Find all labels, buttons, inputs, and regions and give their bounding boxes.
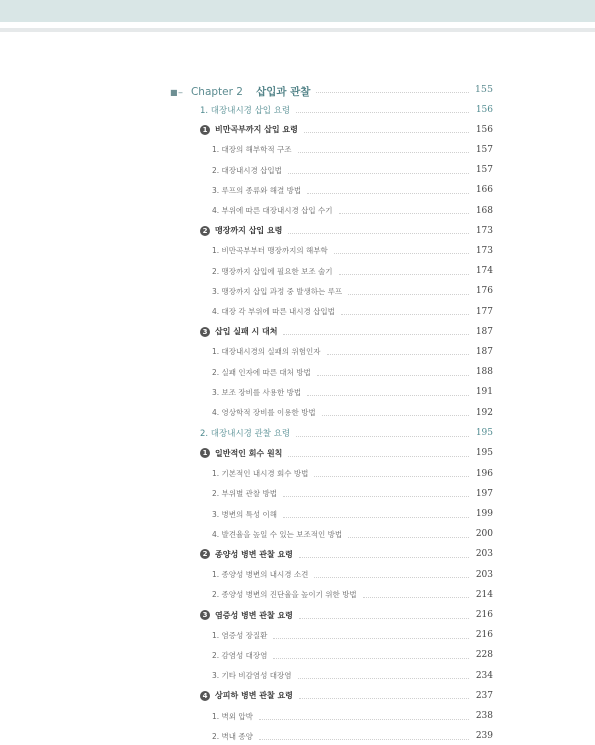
toc-page-number: 195 — [475, 448, 493, 459]
toc-item — [170, 242, 493, 260]
toc-item — [170, 383, 493, 401]
toc-item — [170, 505, 493, 523]
toc-page-number: 200 — [475, 529, 493, 540]
chapter-page: 155 — [474, 83, 493, 95]
toc-entry-text: 2. 대장내시경 삽입법 — [212, 165, 282, 175]
toc-item — [170, 646, 493, 664]
toc-entry-label — [212, 185, 301, 196]
toc-entry-text: 4. 영상학적 장비를 이용한 방법 — [212, 408, 316, 417]
toc-page-number: 157 — [475, 165, 493, 176]
toc-entry-label — [200, 326, 277, 337]
toc-entry-text: 비만곡부까지 삽입 요령 — [215, 125, 298, 135]
toc-item — [170, 181, 493, 199]
toc-page-number: 176 — [475, 286, 493, 297]
leader-dots — [273, 658, 469, 659]
toc-page-number: 188 — [475, 367, 493, 378]
leader-dots — [288, 456, 469, 457]
number-badge-icon: 1 — [200, 125, 210, 135]
toc-entry-text: 1. 대장의 해부학적 구조 — [212, 145, 292, 155]
toc-section — [170, 101, 493, 119]
toc-subsection — [170, 687, 493, 705]
toc-entry-label — [212, 529, 342, 540]
toc-entry-text: 1. 대장내시경의 실패의 위험인자 — [212, 347, 321, 357]
toc-page-number: 199 — [475, 509, 493, 519]
leader-dots — [327, 354, 470, 355]
leader-dots — [348, 537, 469, 538]
toc-entry-text: 4. 부위에 따른 대장내시경 삽입 수기 — [212, 206, 333, 215]
toc-entry-text: 3. 루프의 종류와 해결 방법 — [212, 185, 302, 195]
toc-page-number: 168 — [475, 205, 493, 216]
leader-dots — [314, 577, 469, 578]
toc-page-number: 237 — [475, 690, 493, 701]
toc-entry-text: 2. 실패 인자에 따른 대처 방법 — [212, 367, 311, 377]
toc-page-number: 228 — [475, 650, 493, 661]
toc-entry-label — [212, 670, 292, 681]
toc-subsection — [170, 545, 493, 563]
leader-dots — [283, 334, 469, 335]
toc-page-number: 196 — [475, 468, 493, 479]
toc-item — [170, 707, 493, 725]
leader-dots — [296, 436, 469, 437]
toc-entry-label — [212, 630, 267, 641]
toc-entry-label — [200, 610, 293, 621]
toc-page-number: 156 — [475, 124, 493, 135]
toc-page-number: 166 — [475, 185, 493, 196]
toc-page-number: 177 — [475, 306, 493, 317]
toc-item — [170, 363, 493, 381]
number-badge-icon: 1 — [200, 448, 210, 458]
number-badge-icon: 3 — [200, 327, 210, 337]
toc-entry-text: 2. 벽내 종양 — [212, 731, 253, 741]
leader-dots — [316, 92, 468, 93]
toc-entry-text: 1. 벽외 압박 — [212, 711, 253, 721]
toc-page-number: 234 — [475, 670, 493, 681]
toc-page-number: 174 — [475, 266, 493, 277]
toc-page-number: 238 — [475, 711, 493, 721]
toc-entry-label — [212, 205, 333, 216]
toc-entry-label — [212, 711, 253, 722]
leader-dots — [307, 193, 469, 194]
chapter-marker-icon: ■ ‐‐ — [170, 87, 182, 97]
toc-item — [170, 343, 493, 361]
toc-entry-text: 2. 대장내시경 관찰 요령 — [200, 429, 291, 440]
toc-entry-text: 2. 종양성 병변의 진단율을 높이기 위한 방법 — [212, 590, 357, 600]
toc-item — [170, 404, 493, 422]
toc-entry-label — [200, 448, 282, 459]
toc-entry-label — [212, 731, 253, 742]
leader-dots — [339, 274, 469, 275]
toc-entry-label — [200, 104, 290, 116]
toc-item — [170, 586, 493, 604]
toc-item — [170, 202, 493, 220]
toc-entry-text: 일반적인 회수 원칙 — [215, 448, 283, 458]
chapter-title: 삽입과 관찰 — [256, 85, 311, 98]
toc-entry-label — [212, 165, 282, 176]
toc-entry-label — [200, 549, 293, 560]
toc-entry-label — [212, 569, 308, 580]
toc-entry-label — [212, 144, 292, 155]
toc-entry-text: 3. 맹장까지 삽입 과정 중 발생하는 루프 — [212, 286, 343, 296]
toc-entry-text: 3. 보조 장비를 사용한 방법 — [212, 387, 302, 397]
leader-dots — [259, 739, 469, 740]
toc-item — [170, 525, 493, 543]
toc-page-number: 203 — [475, 549, 493, 560]
leader-dots — [298, 152, 469, 153]
toc-page-number: 173 — [475, 245, 493, 256]
leader-dots — [307, 395, 469, 396]
leader-dots — [283, 517, 469, 518]
toc-entry-label — [200, 124, 298, 135]
leader-dots — [299, 618, 469, 619]
leader-dots — [288, 173, 469, 174]
toc-page-number: 214 — [475, 589, 493, 600]
toc-page-number: 216 — [475, 610, 493, 620]
toc-entry-text: 4. 대장 각 부위에 따른 내시경 삽입법 — [212, 307, 335, 316]
leader-dots — [317, 375, 469, 376]
toc-entry-label — [212, 245, 328, 256]
toc-entry-label — [212, 306, 335, 317]
toc-entry-label — [212, 367, 311, 378]
leader-dots — [296, 112, 469, 113]
toc-page-number: 157 — [475, 144, 493, 155]
toc-entry-text: 삽입 실패 시 대처 — [215, 327, 278, 337]
leader-dots — [259, 719, 469, 720]
toc-item — [170, 626, 493, 644]
toc-entry-label — [212, 407, 316, 418]
toc-page-number: 187 — [475, 346, 493, 357]
toc-subsection — [170, 444, 493, 462]
toc-entry-label — [200, 225, 282, 236]
leader-dots — [363, 597, 469, 598]
toc-page-number: 216 — [475, 630, 493, 641]
header-band — [0, 0, 595, 22]
toc-page-number: 187 — [475, 326, 493, 337]
leader-dots — [299, 698, 469, 699]
chapter-number: Chapter 2 — [190, 85, 243, 98]
leader-dots — [322, 415, 469, 416]
leader-dots — [283, 496, 469, 497]
header-divider — [0, 28, 595, 32]
leader-dots — [341, 314, 469, 315]
toc-item — [170, 566, 493, 584]
toc-item — [170, 727, 493, 745]
toc-item — [170, 485, 493, 503]
toc-page-number: 191 — [475, 387, 493, 398]
toc-subsection — [170, 121, 493, 139]
toc-item — [170, 465, 493, 483]
toc-entry-text: 2. 감염성 대장염 — [212, 650, 268, 660]
toc-page-number: 156 — [475, 104, 493, 115]
toc-entry-label — [212, 468, 308, 479]
toc-entry-label — [212, 286, 342, 297]
number-badge-icon: 3 — [200, 610, 210, 620]
leader-dots — [339, 213, 469, 214]
leader-dots — [314, 476, 469, 477]
number-badge-icon: 2 — [200, 226, 210, 236]
toc-entry-label — [212, 589, 357, 600]
toc-item — [170, 282, 493, 300]
toc-subsection — [170, 606, 493, 624]
toc-section — [170, 424, 493, 442]
toc-entry-text: 2. 맹장까지 삽입에 필요한 보조 술기 — [212, 266, 333, 276]
toc-entry-label — [212, 266, 333, 277]
toc-page-number: 173 — [475, 225, 493, 236]
toc-entry-label — [212, 650, 267, 661]
toc-entry-text: 1. 염증성 장질환 — [212, 630, 268, 640]
toc-item — [170, 262, 493, 280]
toc-item — [170, 161, 493, 179]
toc-entry-text: 상피하 병변 관찰 요령 — [215, 691, 293, 701]
leader-dots — [304, 132, 469, 133]
toc-entry-label — [212, 509, 277, 520]
toc-entry-label — [212, 488, 277, 499]
toc-entry-label — [212, 387, 301, 398]
toc-entry-text: 1. 비만곡부부터 맹장까지의 해부학 — [212, 246, 328, 256]
toc-entry-text: 종양성 병변 관찰 요령 — [215, 549, 293, 559]
number-badge-icon: 4 — [200, 691, 210, 701]
toc-page-number: 192 — [475, 407, 493, 418]
toc-subsection — [170, 222, 493, 240]
toc-entry-text: 1. 기본적인 내시경 회수 방법 — [212, 469, 309, 479]
number-badge-icon: 2 — [200, 549, 210, 559]
toc-entry-text: 3. 병변의 특성 이해 — [212, 509, 278, 519]
leader-dots — [298, 678, 469, 679]
toc-item — [170, 667, 493, 685]
leader-dots — [348, 294, 469, 295]
chapter-heading — [170, 80, 493, 98]
toc-entry-label — [200, 427, 290, 439]
toc-subsection — [170, 323, 493, 341]
toc-page-number: 203 — [475, 569, 493, 580]
toc-page-number: 197 — [475, 488, 493, 499]
toc-page-number: 239 — [475, 731, 493, 742]
leader-dots — [299, 557, 469, 558]
toc-entry-text: 염증성 병변 관찰 요령 — [215, 610, 293, 620]
toc-entry-text: 2. 부위별 관찰 방법 — [212, 489, 278, 499]
toc-entry-text: 3. 기타 비감염성 대장염 — [212, 671, 292, 681]
toc-entry-text: 4. 발견율을 높일 수 있는 보조적인 방법 — [212, 529, 343, 539]
toc-entry-label — [200, 690, 293, 701]
toc-entry-text: 1. 대장내시경 삽입 요령 — [200, 105, 291, 116]
toc-item — [170, 303, 493, 321]
leader-dots — [288, 233, 469, 234]
leader-dots — [334, 253, 469, 254]
toc-item — [170, 141, 493, 159]
toc-entry-label — [212, 346, 321, 357]
toc-entry-text: 1. 종양성 병변의 내시경 소견 — [212, 570, 309, 580]
toc-page-number: 195 — [475, 428, 493, 439]
leader-dots — [273, 638, 469, 639]
toc-entry-text: 맹장까지 삽입 요령 — [215, 226, 283, 236]
